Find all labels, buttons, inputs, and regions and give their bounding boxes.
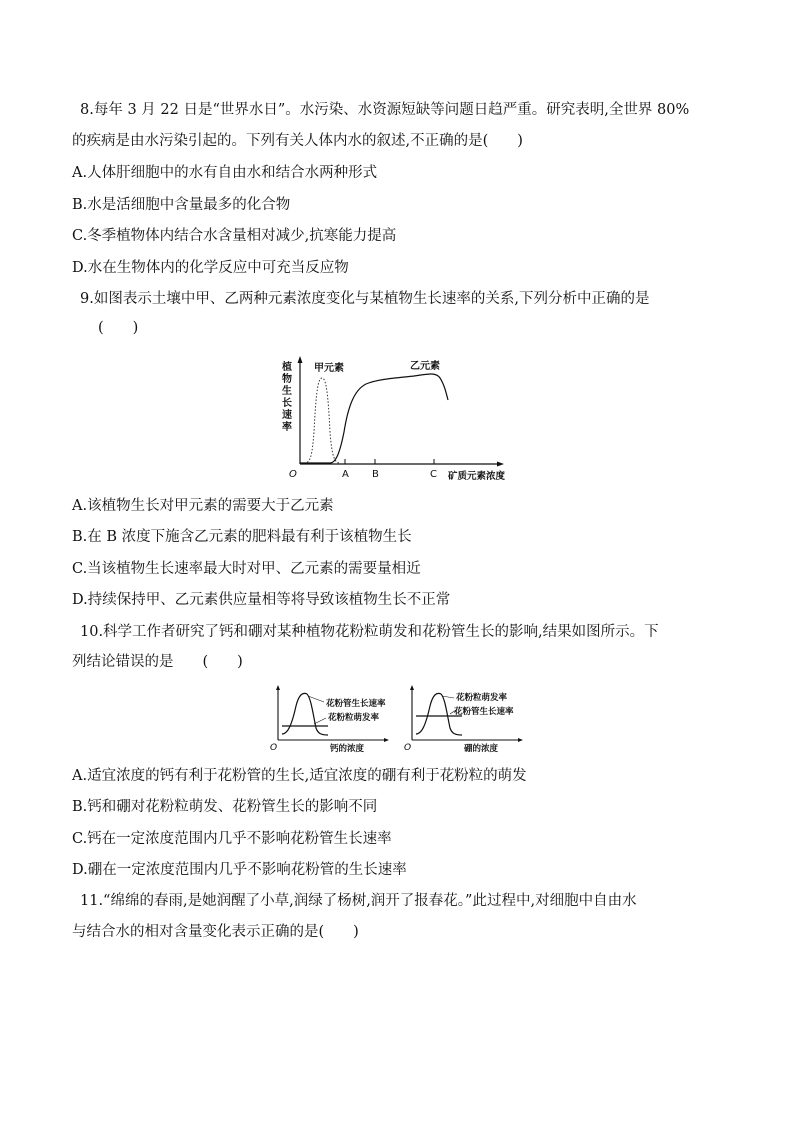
q10-right-label-germ: 花粉粒萌发率 [456,693,508,703]
q9-tick-label-c: C [430,469,437,480]
q9-y-axis-arrow [298,356,303,363]
q9-curve-yi [300,374,448,463]
q10-option-d: D.硼在一定浓度范围内几乎不影响花粉管的生长速率 [72,862,407,878]
q9-option-b: B.在 B 浓度下施含乙元素的肥料最有利于该植物生长 [72,529,412,545]
q10-right-origin: O [404,743,412,753]
q11-stem-line2: 与结合水的相对含量变化表示正确的是( ) [72,924,359,940]
q9-ylabel: 植 物 生 长 速 率 [282,362,292,433]
q9-tick-label-a: A [342,469,349,480]
q10-left-label-tube: 花粉管生长速率 [326,699,386,709]
q10-figure [266,684,528,756]
q10-left-curve-tube [282,693,328,735]
q10-right-leader1 [442,696,454,698]
q8-option-d: D.水在生物体内的化学反应中可充当反应物 [72,260,349,276]
q9-figure [278,352,518,488]
q9-label-jia: 甲元素 [314,363,344,374]
q8-stem-line1: 8.每年 3 月 22 日是“世界水日”。水污染、水资源短缺等问题日趋严重。研究表明,全世界 80% [80,102,690,118]
q9-tick-label-b: B [372,469,379,480]
q9-origin: O [289,469,297,480]
q9-stem-line1: 9.如图表示土壤中甲、乙两种元素浓度变化与某植物生长速率的关系,下列分析中正确的是 [80,291,650,307]
q9-label-yi: 乙元素 [410,361,440,372]
q10-stem-line2: 列结论错误的是 ( ) [72,654,243,670]
q9-xlabel: 矿质元素浓度 [448,471,506,482]
q10-option-b: B.钙和硼对花粉粒萌发、花粉管生长的影响不同 [72,799,378,815]
q10-right-y-arrow [410,685,414,690]
q9-curve-jia [304,378,340,463]
q11-stem-line1: 11.“绵绵的春雨,是她润醒了小草,润绿了杨树,润开了报春花。”此过程中,对细胞中自由水 [80,893,637,909]
q8-option-a: A.人体肝细胞中的水有自由水和结合水两种形式 [72,165,378,181]
q9-option-c: C.当该植物生长速率最大时对甲、乙元素的需要量相近 [72,561,421,577]
q10-left-y-arrow [276,685,280,690]
q10-left-x-arrow [384,738,389,742]
q10-right-x-arrow [518,738,523,742]
q9-option-d: D.持续保持甲、乙元素供应量相等将导致该植物生长不正常 [72,592,451,608]
q10-left-label-germ: 花粉粒萌发率 [328,713,380,723]
q10-option-a: A.适宜浓度的钙有利于花粉管的生长,适宜浓度的硼有利于花粉粒的萌发 [72,768,527,784]
q9-option-a: A.该植物生长对甲元素的需要大于乙元素 [72,498,334,514]
q10-stem-line1: 10.科学工作者研究了钙和硼对某种植物花粉粒萌发和花粉管生长的影响,结果如图所示。下 [80,624,659,640]
q10-left-xlabel: 钙的浓度 [330,744,365,754]
q10-left-origin: O [270,743,278,753]
q8-stem-line2: 的疾病是由水污染引起的。下列有关人体内水的叙述,不正确的是( ) [72,133,523,149]
q10-option-c: C.钙在一定浓度范围内几乎不影响花粉管生长速率 [72,831,392,847]
q10-left-leader2 [314,718,326,724]
q10-right-xlabel: 硼的浓度 [464,744,499,754]
q9-stem-line2: ( ) [98,320,139,336]
q10-right-label-tube: 花粉管生长速率 [454,707,514,717]
q8-option-c: C.冬季植物体内结合水含量相对减少,抗寒能力提高 [72,228,397,244]
q8-option-b: B.水是活细胞中含量最多的化合物 [72,197,291,213]
q9-x-axis-arrow [497,462,504,467]
